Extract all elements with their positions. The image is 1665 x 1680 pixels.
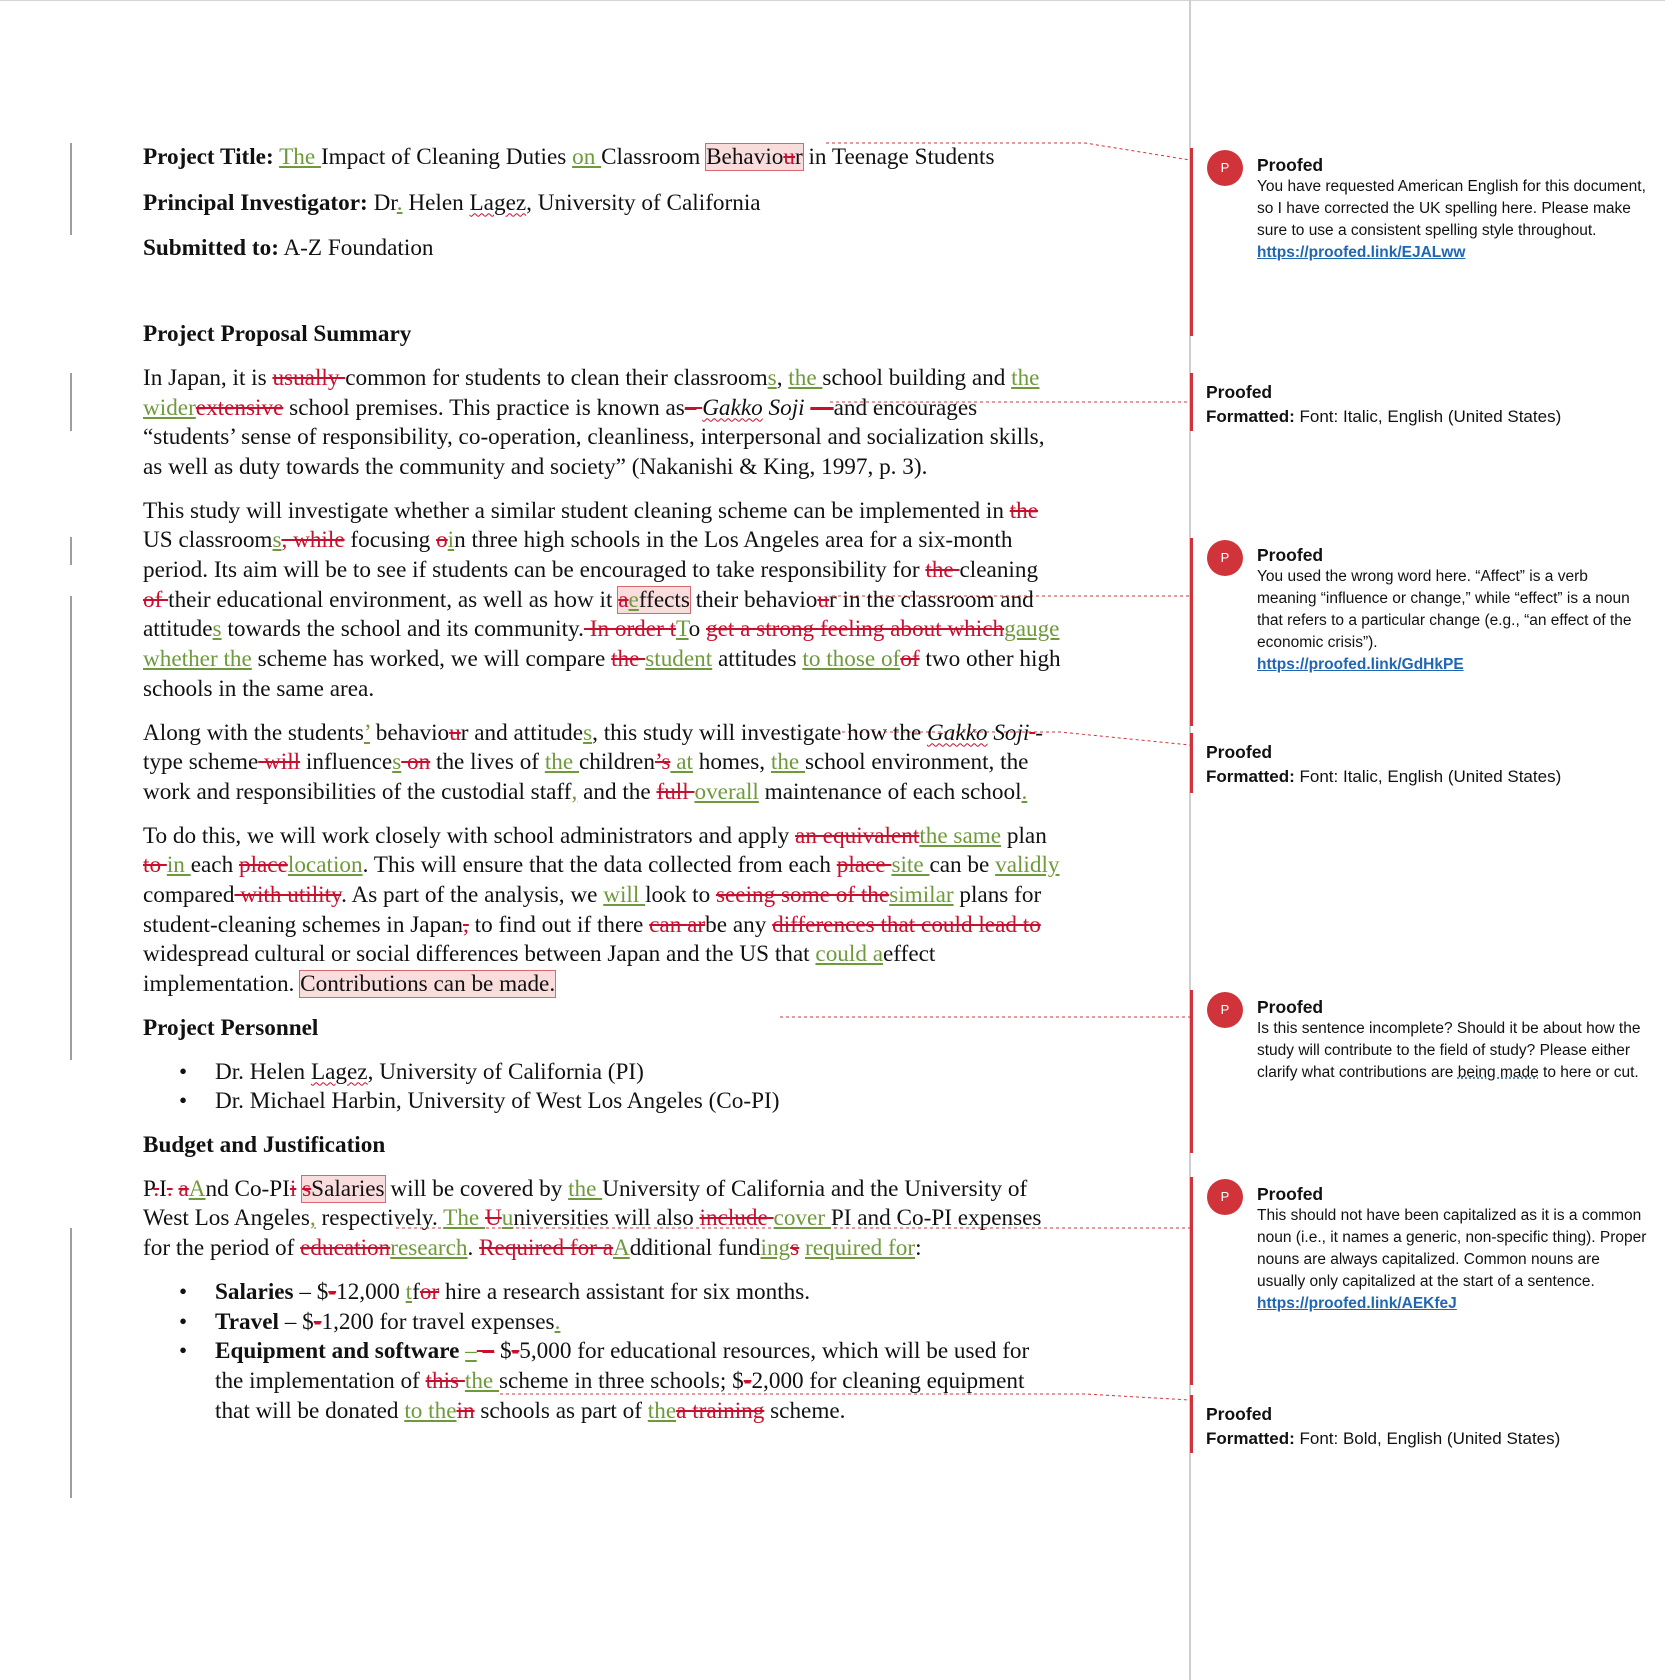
comment-accent-bar xyxy=(1190,148,1193,336)
italic-term: Gakko Soji xyxy=(702,394,805,421)
project-title-line: Project Title: The Impact of Cleaning Duties on Classroom Behaviour in Teenage Students xyxy=(143,144,995,170)
comment-accent-bar xyxy=(1190,1177,1193,1385)
comment-accent-bar xyxy=(1190,373,1193,431)
comment-accent-bar xyxy=(1190,990,1193,1153)
format-detail: Formatted: Font: Bold, English (United States) xyxy=(1206,1429,1561,1448)
format-balloon[interactable] xyxy=(1190,733,1650,793)
spelling-flag[interactable]: Lagez xyxy=(469,189,527,216)
budget-list xyxy=(143,1278,1063,1427)
commented-word-effects[interactable]: aeffects xyxy=(618,586,690,613)
comment-balloon[interactable] xyxy=(1190,990,1650,1153)
comment-text: You used the wrong word here. “Affect” is a verb meaning “influence or change,” while “effect” is a noun that refers to a particular change (e.g., “an effect of the economic crisis”). https://proofed.link/GdHkPE xyxy=(1257,566,1647,676)
comment-link[interactable]: https://proofed.link/GdHkPE xyxy=(1257,656,1464,673)
format-balloon[interactable] xyxy=(1190,1395,1650,1453)
user-avatar-icon: P xyxy=(1207,150,1243,186)
submitted-label: Submitted to: xyxy=(143,235,279,262)
list-item: • Salaries – $-12,000 tfor hire a research assistant for six months. xyxy=(143,1278,1063,1308)
section-heading: Project Personnel xyxy=(143,1014,319,1041)
comment-author: Proofed xyxy=(1206,382,1273,402)
principal-investigator-line: Principal Investigator: Dr. Helen Lagez, University of California xyxy=(143,189,761,216)
format-detail: Formatted: Font: Italic, English (United States) xyxy=(1206,407,1562,426)
comment-author: Proofed xyxy=(1257,545,1324,565)
commented-word-behaviour[interactable]: Behaviour xyxy=(706,144,803,170)
user-avatar-icon: P xyxy=(1207,1179,1243,1215)
personnel-list xyxy=(143,1058,1063,1117)
comment-balloon[interactable] xyxy=(1190,538,1650,726)
budget-paragraph: P.I. aAnd Co-PIi sSalaries will be covered by the University of California and the University of West Los Angeles, respectively. The Uuniversities will also include cover PI and Co-PI expenses for the period of educationresearch. Required for aAdditional fundings required for: xyxy=(143,1175,1042,1262)
comment-author: Proofed xyxy=(1206,1404,1273,1424)
format-detail: Formatted: Font: Italic, English (United States) xyxy=(1206,767,1562,786)
section-heading: Project Proposal Summary xyxy=(143,321,412,348)
comment-accent-bar xyxy=(1190,538,1193,726)
comment-author: Proofed xyxy=(1257,155,1324,175)
comment-text: Is this sentence incomplete? Should it be about how the study will contribute to the field of study? Please either clarify what contributions are being made to here or cut. xyxy=(1257,1020,1641,1081)
comment-author: Proofed xyxy=(1206,742,1273,762)
comment-balloon[interactable] xyxy=(1190,148,1650,336)
list-item: • Travel – $-1,200 for travel expenses. xyxy=(143,1308,1063,1338)
commented-word-salaries[interactable]: sSalaries xyxy=(302,1175,385,1202)
format-balloon[interactable] xyxy=(1190,373,1650,431)
submitted-to-line: Submitted to: A-Z Foundation xyxy=(143,235,434,262)
spelling-flag[interactable]: Lagez xyxy=(310,1058,368,1085)
summary-paragraph-3: Along with the students’ behaviour and attitudes, this study will investigate how the Gakko Soji -type scheme will influences on the lives of the children’s at homes, the school environment, the work and responsibilities of the custodial staff, and the full overall maintenance of each school. xyxy=(143,719,1043,805)
user-avatar-icon: P xyxy=(1207,540,1243,576)
commented-sentence-contributions[interactable]: Contributions can be made. xyxy=(300,971,556,998)
comment-text: This should not have been capitalized as it is a common noun (i.e., it names a generic, non-specific thing). Proper nouns are always capitalized. Common nouns are usually only capitalized at the start of a sentence. https://proofed.link/AEKfeJ xyxy=(1257,1205,1647,1315)
pi-label: Principal Investigator: xyxy=(143,189,368,216)
user-avatar-icon: P xyxy=(1207,992,1243,1028)
comment-author: Proofed xyxy=(1257,997,1324,1017)
comment-text: You have requested American English for this document, so I have corrected the UK spelling here. Please make sure to use a consistent spelling style throughout. https://proofed.link/EJALww xyxy=(1257,176,1647,264)
comment-link[interactable]: https://proofed.link/AEKfeJ xyxy=(1257,1295,1457,1312)
italic-term: Gakko Soji xyxy=(927,719,1030,746)
comment-accent-bar xyxy=(1190,733,1193,793)
summary-paragraph-1: In Japan, it is usually common for students to clean their classrooms, the school building and the widerextensive school premises. This practice is known as– Gakko Soji —and encourages “students’ sense of responsibility, co-operation, cleanliness, interpersonal and socialization skills, as well as duty towards the community and society” (Nakanishi & King, 1997, p. 3). xyxy=(143,364,1045,480)
list-item: • Dr. Michael Harbin, University of West Los Angeles (Co-PI) xyxy=(143,1087,1063,1117)
summary-paragraph-2: This study will investigate whether a similar student cleaning scheme can be implemented in the US classrooms, while focusing oin three high schools in the Los Angeles area for a six-month period. Its aim will be to see if students can be encouraged to take responsibility for the cleaning of their educational environment, as well as how it aeffects their behaviour in the classroom and attitudes towards the school and its community. In order tTo get a strong feeling about whichgauge whether the scheme has worked, we will compare the student attitudes to those ofof two other high schools in the same area. xyxy=(143,497,1061,702)
section-heading: Budget and Justification xyxy=(143,1131,386,1158)
comment-author: Proofed xyxy=(1257,1184,1324,1204)
comment-link[interactable]: https://proofed.link/EJALww xyxy=(1257,244,1466,261)
comment-accent-bar xyxy=(1190,1395,1193,1453)
list-item: • Dr. Helen Lagez, University of California (PI) xyxy=(143,1058,1063,1088)
project-title-label: Project Title: xyxy=(143,144,274,170)
comment-balloon[interactable] xyxy=(1190,1177,1650,1385)
document-page xyxy=(143,143,1063,1426)
summary-paragraph-4: To do this, we will work closely with school administrators and apply an equivalentthe same plan to in each placelocation. This will ensure that the data collected from each place site can be validly compared with utility. As part of the analysis, we will look to seeing some of thesimilar plans for student-cleaning schemes in Japan, to find out if there can arbe any differences that could lead to widespread cultural or social differences between Japan and the US that could aeffect implementation. Contributions can be made. xyxy=(143,822,1060,998)
list-item: • Equipment and software – – $-5,000 for educational resources, which will be used for the implementation of this the scheme in three schools; $-2,000 for cleaning equipment that will be donated to thein schools as part of thea training scheme. xyxy=(143,1337,1063,1426)
